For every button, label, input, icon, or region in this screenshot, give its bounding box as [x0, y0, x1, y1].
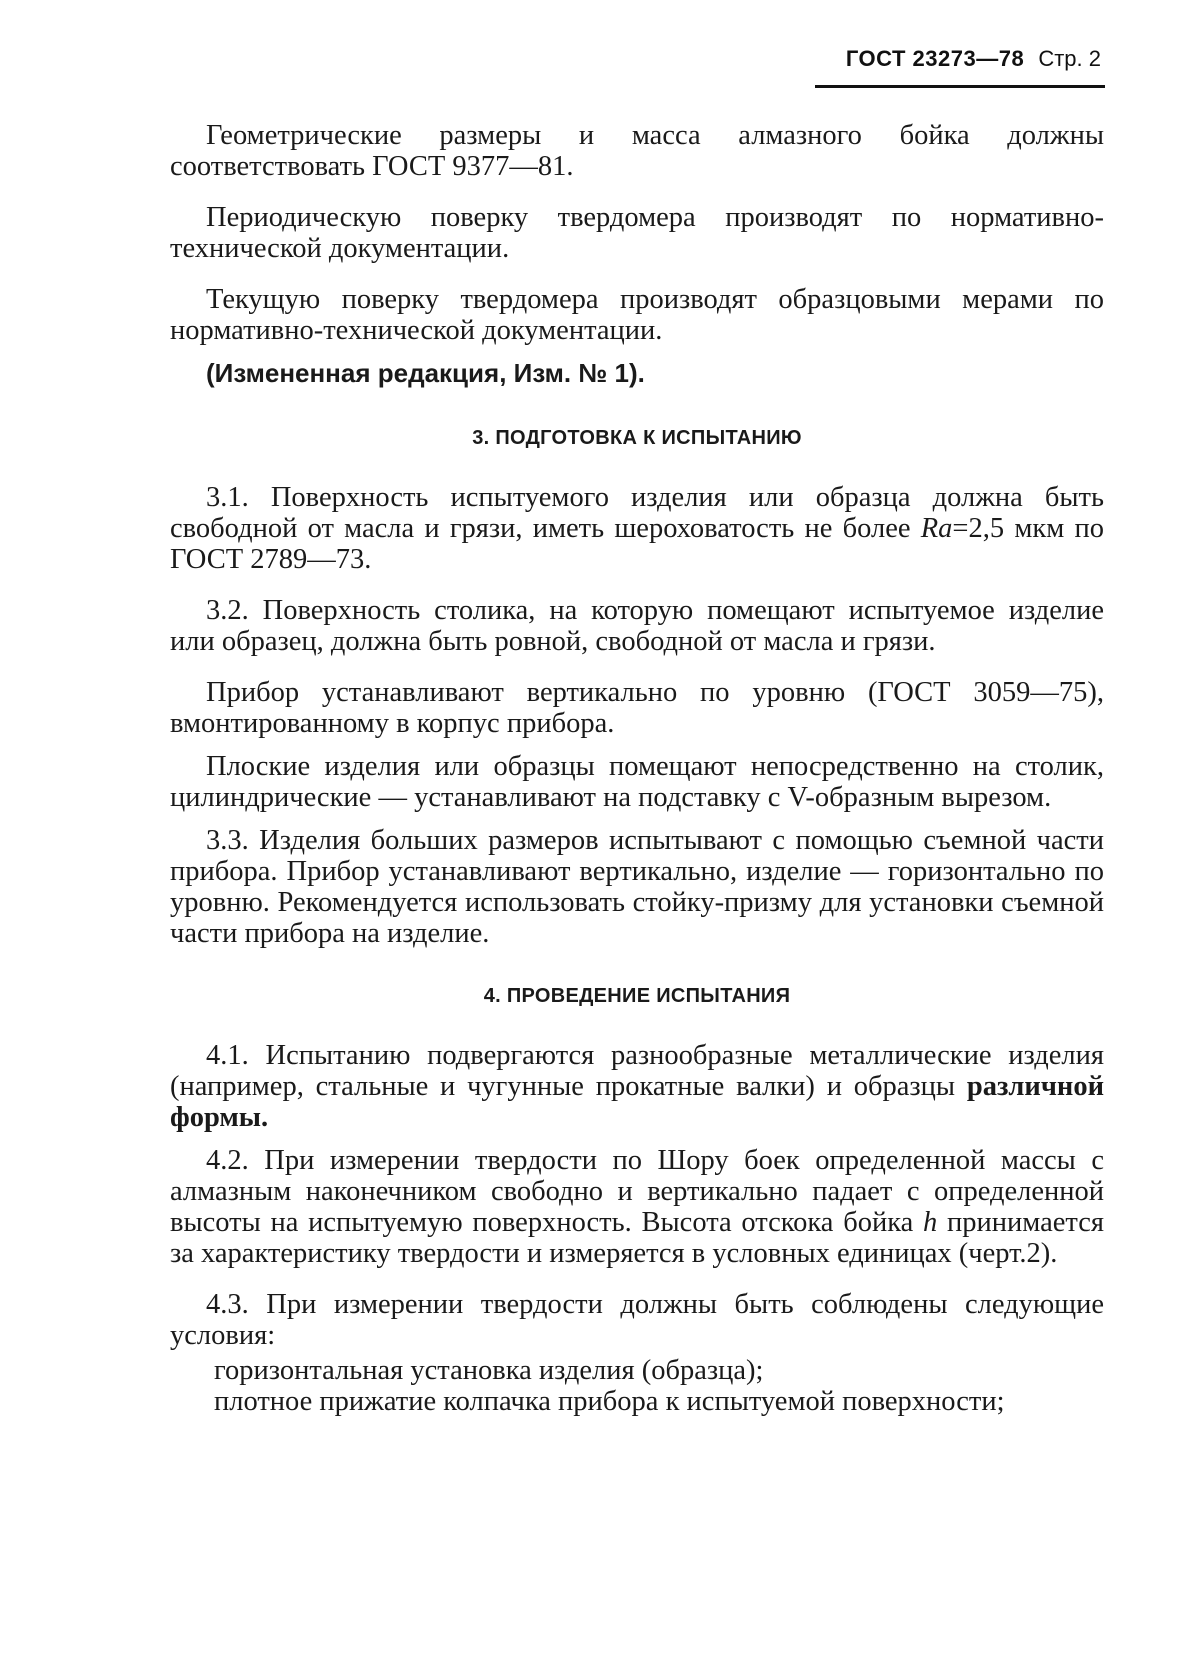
paragraph-4-2 [170, 1145, 1104, 1269]
paragraph-3-2-placement: Плоские изделия или образцы помещают непосредственно на столик, цилиндрические — устанавливают на подставку с V-образным вырезом. [170, 751, 1104, 813]
paragraph-4-3: 4.3. При измерении твердости должны быть соблюдены следующие условия: [170, 1289, 1104, 1351]
section-4-title: 4. ПРОВЕДЕНИЕ ИСПЫТАНИЯ [483, 985, 791, 1007]
page-number: Стр. 2 [1038, 46, 1101, 71]
paragraph-4-1 [170, 1040, 1104, 1133]
paragraph-3-2: 3.2. Поверхность столика, на которую помещают испытуемое изделие или образец, должна быть ровной, свободной от масла и грязи. [170, 595, 1104, 657]
standard-number: ГОСТ 23273—78 [845, 46, 1025, 71]
paragraph-4-2-end: принимается за характеристику твердости и измеряется в условных единицах (черт.2). [170, 1207, 1104, 1269]
paragraph-geometry: Геометрические размеры и масса алмазного бойка должны соответствовать ГОСТ 9377—81. [170, 120, 1104, 182]
paragraph-3-1-end: =2,5 мкм по ГОСТ 2789—73. [170, 513, 1104, 575]
paragraph-3-1 [170, 482, 1104, 575]
paragraph-current-check: Текущую поверку твердомера производят образцовыми мерами по нормативно-технической документации. [170, 284, 1104, 346]
paragraph-3-3: 3.3. Изделия больших размеров испытывают с помощью съемной части прибора. Прибор устанавливают вертикально, изделие — горизонтально по уровню. Рекомендуется использовать стойку-призму для установки съемной части прибора на изделие. [170, 825, 1104, 949]
header-rule [815, 85, 1105, 88]
edit-note: (Измененная редакция, Изм. № 1). [206, 358, 645, 388]
h-symbol: h [923, 1207, 938, 1238]
ra-symbol: Ra [920, 513, 953, 544]
document-body [170, 120, 1104, 1417]
paragraph-3-2-device: Прибор устанавливают вертикально по уровню (ГОСТ 3059—75), вмонтированному в корпус прибора. [170, 677, 1104, 739]
paragraph-4-1-bold: различной формы. [170, 1071, 1104, 1133]
paragraph-periodic-check: Периодическую поверку твердомера производят по нормативно-технической документации. [170, 202, 1104, 264]
condition-item: горизонтальная установка изделия (образца); [214, 1355, 764, 1386]
page-header [846, 46, 1101, 72]
paragraph-4-1-text: 4.1. Испытанию подвергаются разнообразные металлические изделия (например, стальные и чугунные прокатные валки) и образцы [170, 1040, 1104, 1102]
section-3-title: 3. ПОДГОТОВКА К ИСПЫТАНИЮ [472, 427, 802, 449]
paragraph-3-1-text: 3.1. Поверхность испытуемого изделия или образца должна быть свободной от масла и грязи, иметь шероховатость не более [170, 482, 1104, 544]
condition-item: плотное прижатие колпачка прибора к испытуемой поверхности; [214, 1386, 1005, 1417]
paragraph-4-2-text: 4.2. При измерении твердости по Шору боек определенной массы с алмазным наконечником свободно и вертикально падает с определенной высоты на испытуемую поверхность. Высота отскока бойка [170, 1145, 1104, 1238]
